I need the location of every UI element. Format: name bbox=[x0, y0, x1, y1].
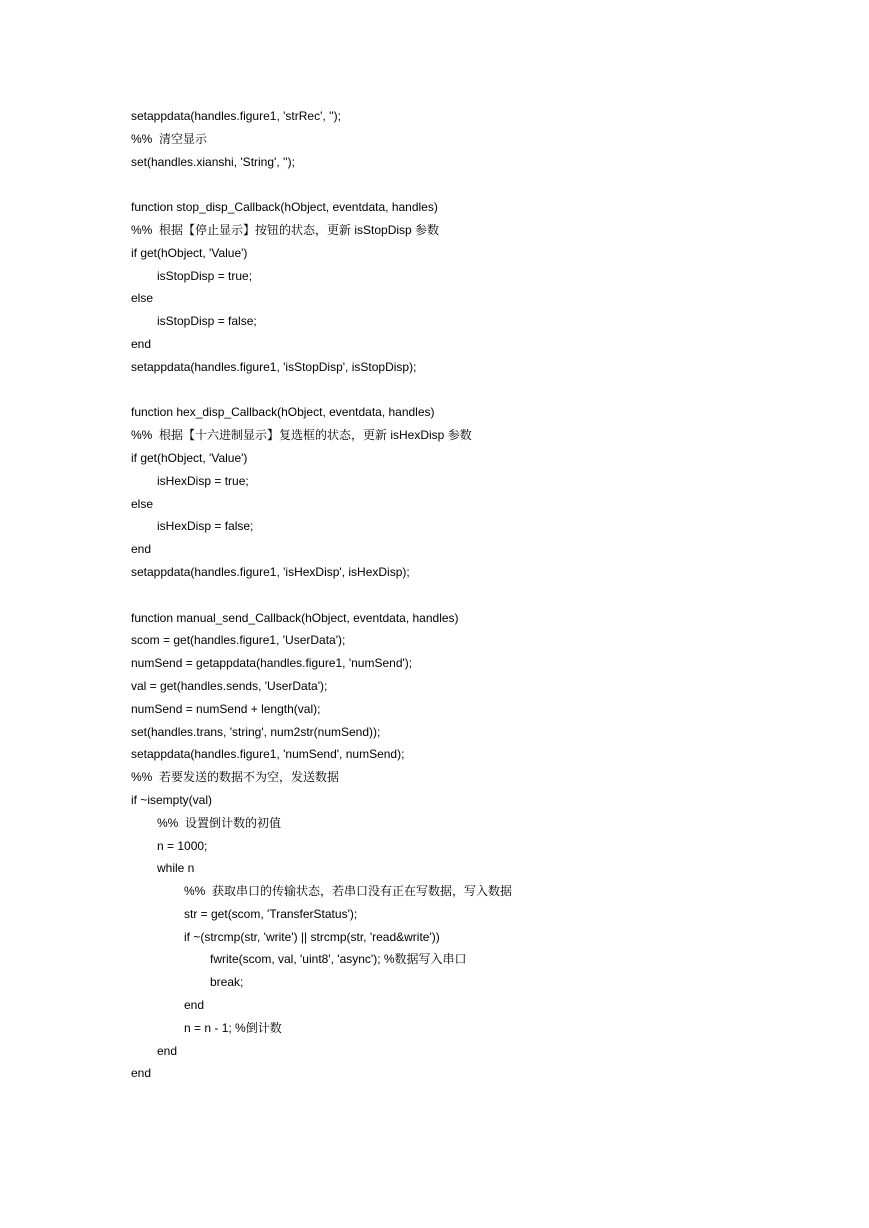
code-line: end bbox=[131, 1066, 152, 1081]
code-line: n = 1000; bbox=[157, 838, 208, 853]
code-line: else bbox=[131, 496, 154, 511]
code-comment: %% 获取串口的传输状态，若串口没有正在写数据，写入数据 bbox=[184, 884, 513, 899]
function-declaration: function manual_send_Callback(hObject, eventdata, handles) bbox=[131, 610, 459, 625]
code-comment: %% 根据【十六进制显示】复选框的状态，更新 isHexDisp 参数 bbox=[131, 428, 472, 443]
code-line: if ~(strcmp(str, 'write') || strcmp(str, 'read&write')) bbox=[184, 929, 440, 944]
code-line: end bbox=[131, 542, 152, 557]
code-line: str = get(scom, 'TransferStatus'); bbox=[184, 906, 358, 921]
code-line: end bbox=[157, 1043, 178, 1058]
code-line: if ~isempty(val) bbox=[131, 792, 213, 807]
code-line: numSend = getappdata(handles.figure1, 'numSend'); bbox=[131, 656, 413, 671]
code-line: setappdata(handles.figure1, 'isStopDisp', isStopDisp); bbox=[131, 359, 417, 374]
code-line: break; bbox=[210, 975, 244, 990]
code-block bbox=[131, 105, 512, 1085]
code-line: numSend = numSend + length(val); bbox=[131, 701, 321, 716]
code-line: isStopDisp = true; bbox=[157, 268, 253, 283]
function-declaration: function stop_disp_Callback(hObject, eventdata, handles) bbox=[131, 200, 438, 215]
code-line: isStopDisp = false; bbox=[157, 314, 257, 329]
code-line: isHexDisp = false; bbox=[157, 519, 254, 534]
code-line: isHexDisp = true; bbox=[157, 473, 249, 488]
code-comment: %% 设置倒计数的初值 bbox=[157, 815, 282, 830]
code-comment: %% 根据【停止显示】按钮的状态，更新 isStopDisp 参数 bbox=[131, 222, 440, 237]
code-line: set(handles.trans, 'string', num2str(numSend)); bbox=[131, 724, 381, 739]
code-line: scom = get(handles.figure1, 'UserData'); bbox=[131, 633, 346, 648]
code-line: set(handles.xianshi, 'String', ''); bbox=[131, 154, 295, 169]
code-line: setappdata(handles.figure1, 'numSend', numSend); bbox=[131, 747, 405, 762]
blank-line bbox=[131, 584, 512, 607]
code-line: else bbox=[131, 291, 154, 306]
code-line: val = get(handles.sends, 'UserData'); bbox=[131, 678, 328, 693]
function-declaration: function hex_disp_Callback(hObject, eventdata, handles) bbox=[131, 405, 435, 420]
code-line: setappdata(handles.figure1, 'strRec', ''); bbox=[131, 109, 341, 123]
code-line: end bbox=[184, 998, 205, 1013]
blank-line bbox=[131, 379, 512, 402]
code-comment: %% 清空显示 bbox=[131, 131, 208, 146]
code-line: if get(hObject, 'Value') bbox=[131, 245, 248, 260]
code-line: setappdata(handles.figure1, 'isHexDisp', isHexDisp); bbox=[131, 564, 410, 579]
code-line: while n bbox=[157, 861, 195, 876]
code-line: end bbox=[131, 336, 152, 351]
code-line: n = n - 1; %倒计数 bbox=[184, 1020, 282, 1035]
code-line: if get(hObject, 'Value') bbox=[131, 450, 248, 465]
blank-line bbox=[131, 173, 512, 196]
code-comment: %% 若要发送的数据不为空，发送数据 bbox=[131, 770, 340, 785]
code-line: fwrite(scom, val, 'uint8', 'async'); %数据写入串口 bbox=[210, 952, 467, 967]
